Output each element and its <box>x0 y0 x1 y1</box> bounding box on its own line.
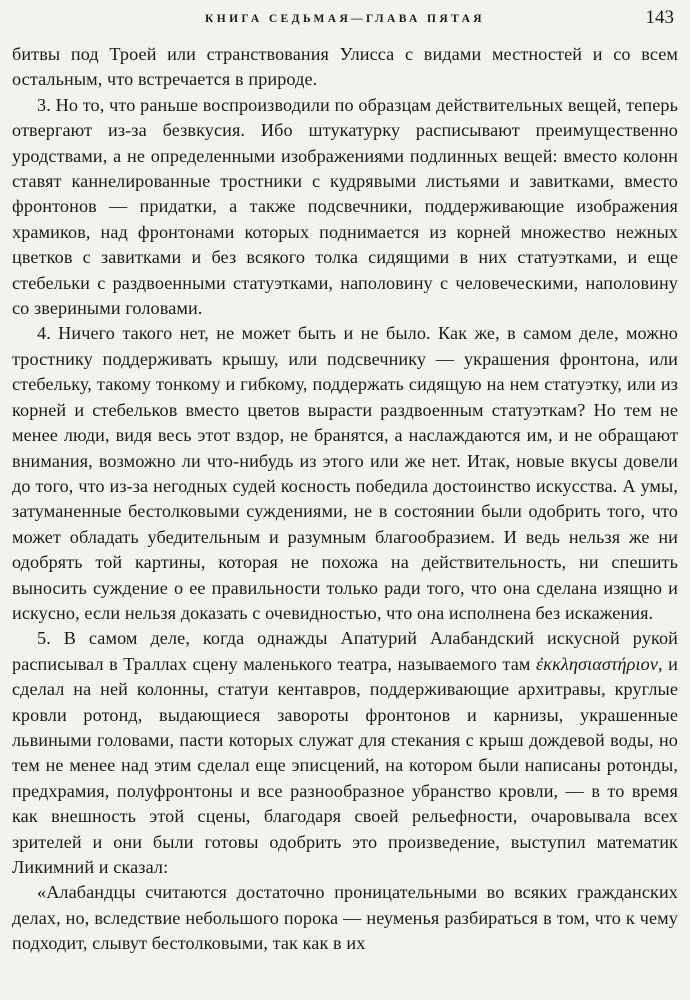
greek-term: ἐκκλησιαστήριον <box>535 653 659 674</box>
chapter-running-title: КНИГА СЕДЬМАЯ—ГЛАВА ПЯТАЯ <box>204 13 485 25</box>
paragraph-quote: «Алабандцы считаются достаточно проницательными во всяких гражданских делах, но, вследствие небольшого порока — неуменья разбираться в том, что к чему подходит, слывут бестолковыми, так как в их <box>12 882 678 954</box>
paragraph-4: 4. Ничего такого нет, не может быть и не было. Как же, в самом деле, можно тростнику поддерживать крышу, или подсвечнику — украшения фронтона, или стебельку, такому тонкому и гибкому, поддержать сидящую на нем статуэтку, или из корней и стебельков вместо цветов вырасти раздвоенным статуэткам? Но тем не менее люди, видя весь этот вздор, не бранятся, а наслаждаются им, и не обращают внимания, возможно ли что-нибудь из этого или же нет. Итак, новые вкусы довели до того, что из-за негодных судей косность победила достоинство искусства. А умы, затуманенные бестолковыми суждениями, не в состоянии были одобрить того, что может обладать убедительным и разумным благообразием. И ведь нельзя же ни одобрять той картины, которая не похожа на действительность, ни спешить выносить суждение о ее правильности только ради того, что она сделана изящно и искусно, если нельзя доказать с очевидностью, что она исполнена без искажения. <box>12 323 678 623</box>
paragraph-5 <box>12 626 678 880</box>
paragraph-continuation: битвы под Троей или странствования Улисса с видами местностей и со всем остальным, что встречается в природе. <box>12 44 678 90</box>
page-number: 143 <box>645 7 674 28</box>
running-head <box>12 4 678 42</box>
paragraph-3: 3. Но то, что раньше воспроизводили по образцам действительных вещей, теперь отвергают из-за безвкусия. Ибо штукатурку расписывают преимущественно уродствами, а не определенными изображениями подлинных вещей: вместо колонн ставят каннелированные тростники с кудрявыми листьями и завитками, вместо фронтонов — придатки, а также подсвечники, поддерживающие изображения храмиков, над фронтонами которых поднимается из корней множество нежных цветков с завитками и без всякого толка сидящими в них статуэтками, и еще стебельки с раздвоенными статуэтками, наполовину с человеческими, наполовину со звериными головами. <box>12 94 678 319</box>
body-text <box>12 42 678 957</box>
paragraph-5-text-after: , и сделал на ней колонны, статуи кентавров, поддерживающие архитравы, круглые кровли ротонд, выдающиеся завороты фронтонов и карнизы, украшенные львиными головами, пасти которых служат для стекания с крыш дождевой воды, но тем не менее над этим сделал еще эписцений, на котором были написаны ротонды, предхрамия, полуфронтоны и все разнообразное убранство кровли, — в то время как внешность этой сцены, благодаря своей рельефности, очаровывала всех зрителей и они были готовы одобрить это произведение, выступил математик Ликимний и сказал: <box>12 653 678 877</box>
paragraph-5-text-before: 5. В самом деле, когда однажды Апатурий Алабандский искусной рукой расписывал в Траллах сцену маленького театра, называемого там <box>12 628 678 674</box>
